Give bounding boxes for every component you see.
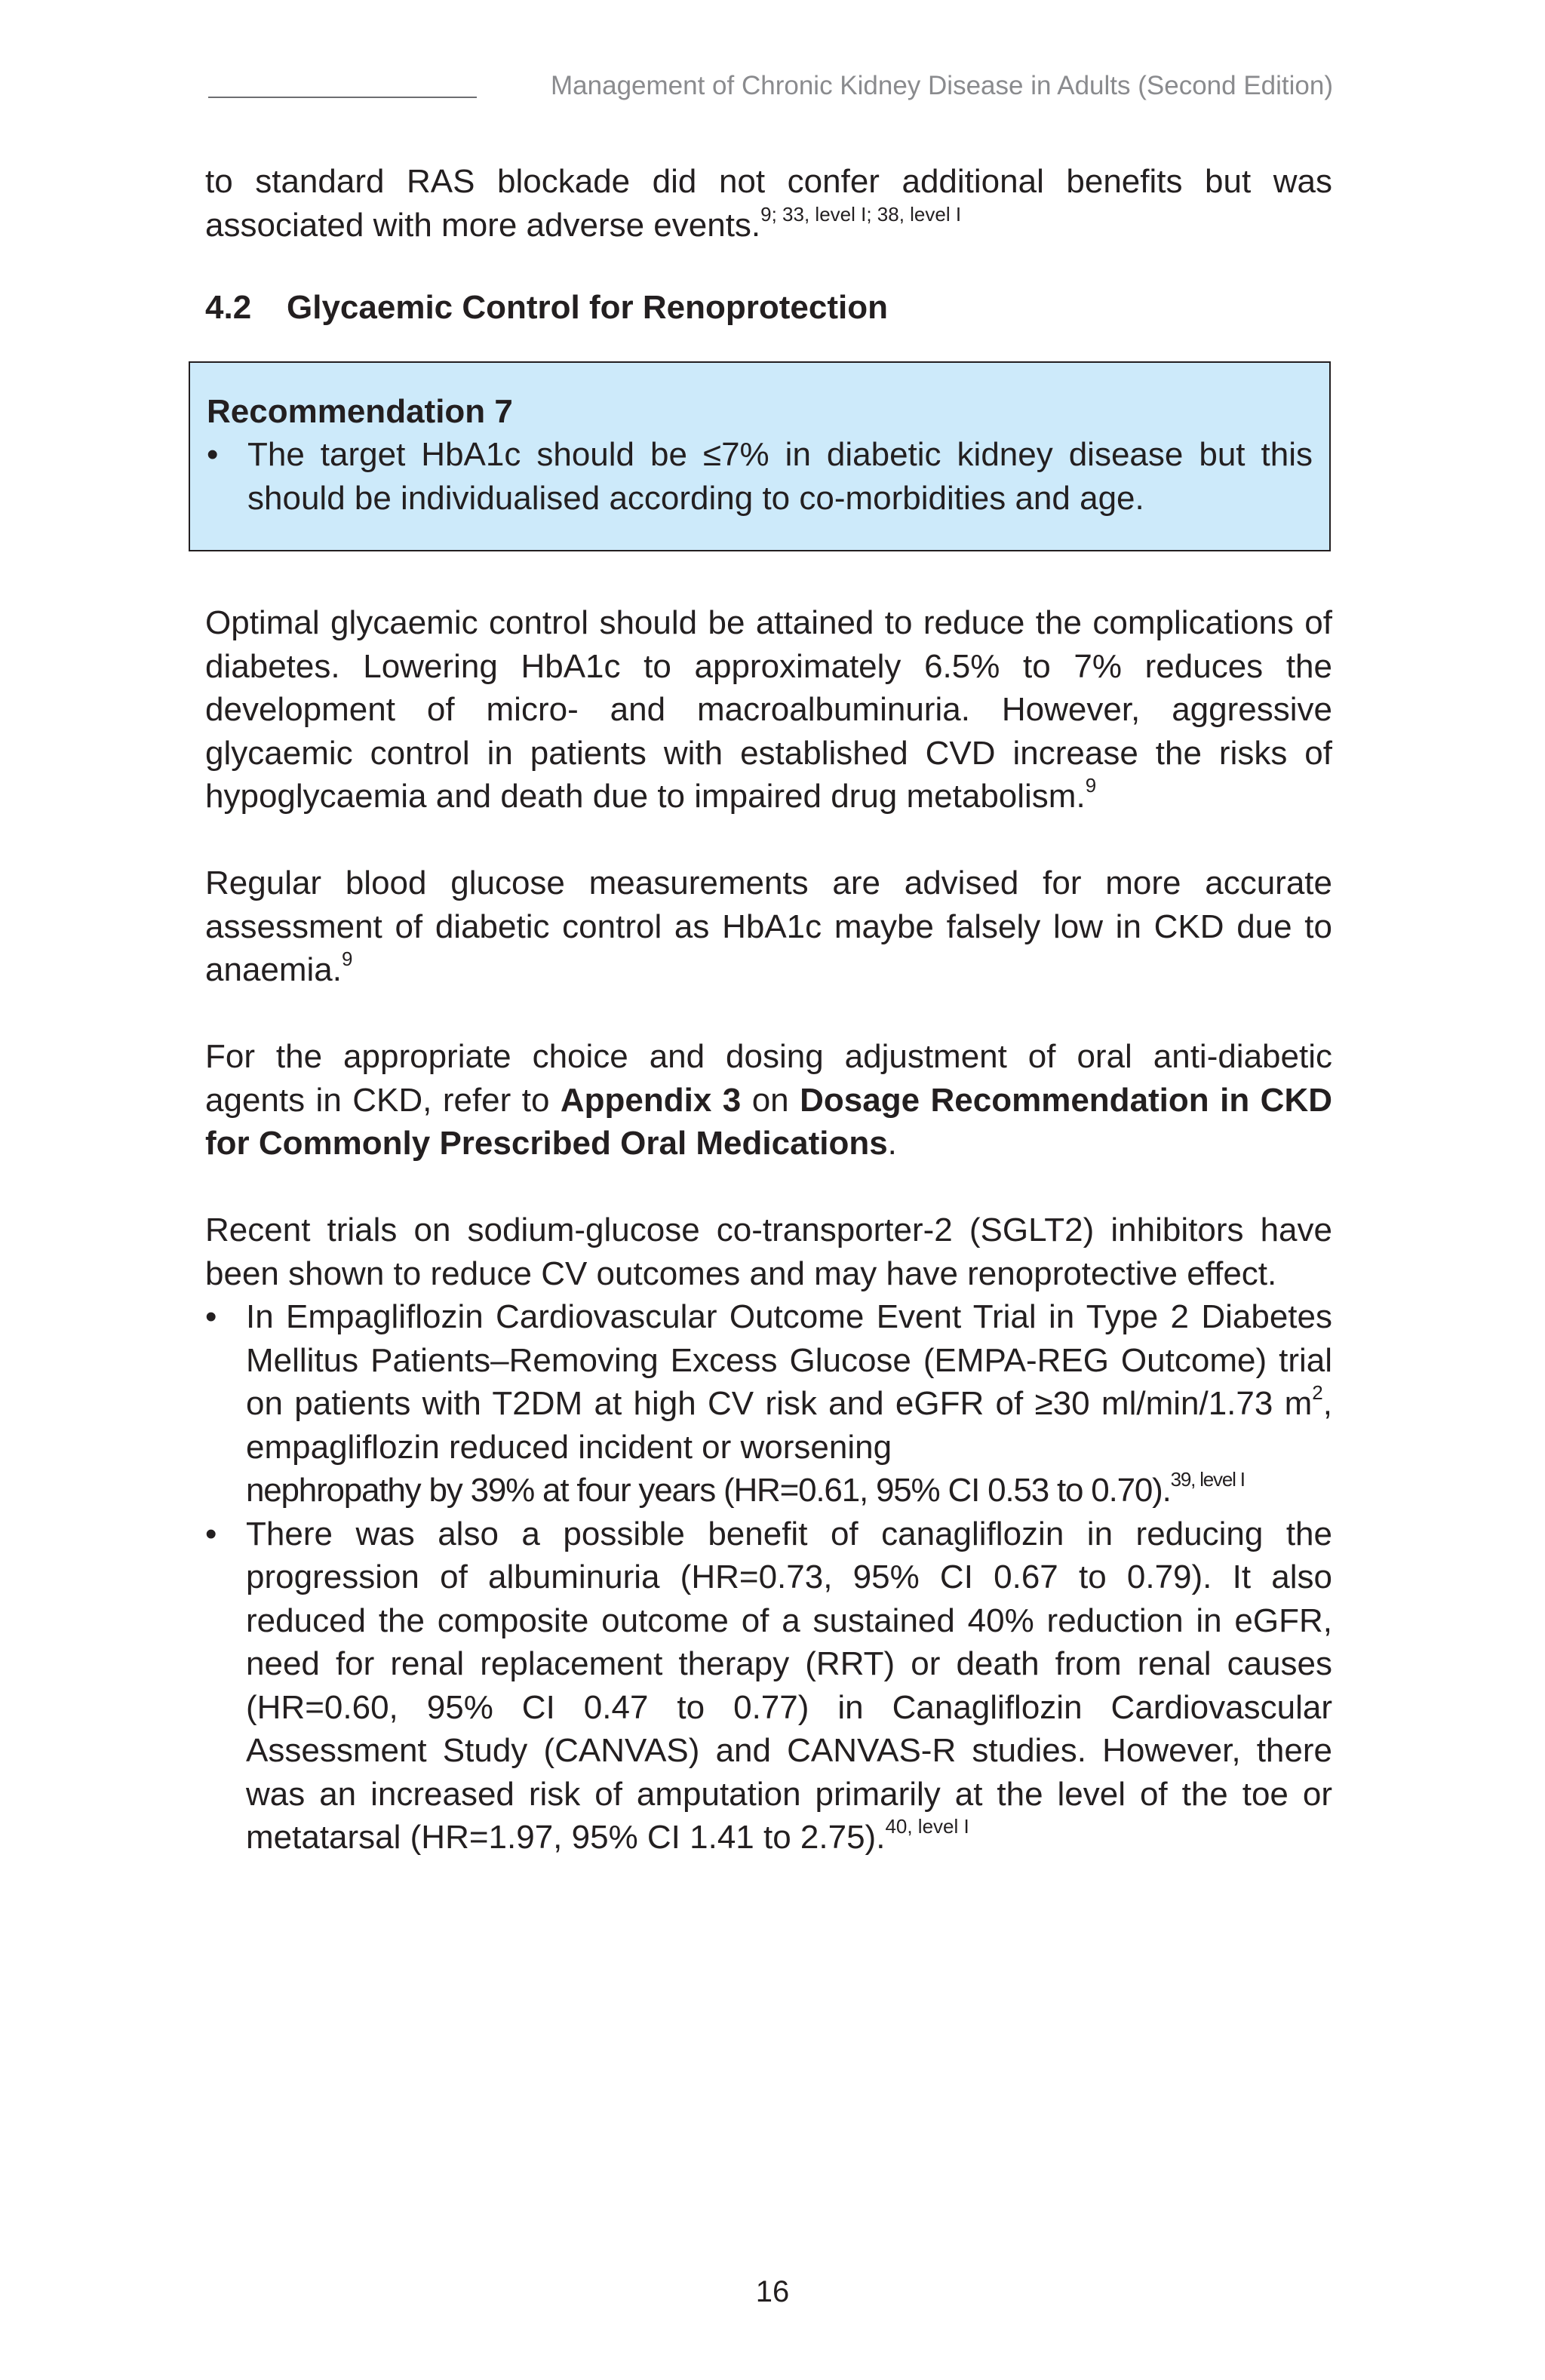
paragraph-gap [205, 992, 1332, 1036]
recommendation-text: The target HbA1c should be ≤7% in diabetic kidney disease but this should be individualised according to co-morbidities and age. [247, 436, 1313, 517]
section-heading [205, 286, 1332, 330]
intro-reference: 9; 33, level I; 38, level I [760, 202, 962, 226]
paragraph-glucose-measurements [205, 861, 1332, 992]
bullet-text: There was also a possible benefit of canagliflozin in reducing the progression of albuminuria (HR=0.73, 95% CI 0.67 to 0.79). It also reduced the composite outcome of a sustained 40% reduction in eGFR, need for renal replacement therapy (RRT) or death from renal causes (HR=0.60, 95% CI 0.47 to 0.77) in Canagliflozin Cardiovascular Assessment Study (CANVAS) and CANVAS-R studies. However, there was an increased risk of amputation primarily at the level of the toe or metatarsal (HR=1.97, 95% CI 1.41 to 2.75). [246, 1515, 1332, 1856]
paragraph-appendix-reference [205, 1035, 1332, 1165]
header-rule [208, 97, 477, 98]
paragraph-text: on [741, 1081, 800, 1119]
reference: 40, level I [885, 1815, 969, 1838]
bullet-text: In Empagliflozin Cardiovascular Outcome Event Trial in Type 2 Diabetes Mellitus Patients–Removing Excess Glucose (EMPA-REG Outcome) trial on patients with T2DM at high CV risk and eGFR of ≥30 ml/min/1.73 m [246, 1298, 1332, 1422]
superscript: 2 [1312, 1381, 1323, 1404]
reference: 9 [1085, 774, 1097, 797]
paragraph-text: Recent trials on sodium-glucose co-transporter-2 (SGLT2) inhibitors have been shown to reduce CV outcomes and may have renoprotective effect. [205, 1211, 1332, 1292]
recommendation-bullet [207, 433, 1313, 520]
bullet-canagliflozin [205, 1512, 1332, 1859]
section-title: Glycaemic Control for Renoprotection [287, 289, 888, 326]
intro-paragraph [205, 160, 1332, 247]
bullet-symbol: • [205, 1298, 217, 1335]
paragraph-text: Regular blood glucose measurements are advised for more accurate assessment of diabetic control as HbA1c maybe falsely low in CKD due to anaemia. [205, 864, 1332, 988]
page-content [205, 160, 1332, 1859]
appendix-title-text: Dosage Recommendation in CKD for Commonly Prescribed Oral Medications [205, 1081, 1332, 1162]
recommendation-box [189, 361, 1331, 552]
section-number: 4.2 [205, 289, 252, 326]
paragraph-text: For the appropriate choice and dosing adjustment of oral anti-diabetic agents in CKD, refer to [205, 1038, 1332, 1119]
paragraph-gap [205, 1165, 1332, 1209]
paragraph-text: Optimal glycaemic control should be attained to reduce the complications of diabetes. Lowering HbA1c to approximately 6.5% to 7% reduces the development of micro- and macroalbuminuria. However, aggressive glycaemic control in patients with established CVD increase the risks of hypoglycaemia and death due to impaired drug metabolism. [205, 604, 1332, 815]
bullet-symbol: • [207, 436, 219, 473]
appendix-link-text: Appendix 3 [560, 1081, 742, 1119]
paragraph-text: . [887, 1125, 897, 1162]
page-number: 16 [755, 2275, 790, 2308]
reference: 9 [342, 947, 353, 970]
bullet-text-line [246, 1469, 1332, 1512]
recommendation-title: Recommendation 7 [207, 392, 513, 430]
paragraph-sglt2 [205, 1208, 1332, 1295]
paragraph-glycaemic-control [205, 601, 1332, 818]
bullet-text: , empagliflozin reduced incident or worsening [246, 1385, 1332, 1466]
bullet-symbol: • [205, 1515, 217, 1552]
bullet-text: nephropathy by 39% at four years (HR=0.61, 95% CI 0.53 to 0.70). [246, 1472, 1171, 1509]
bullet-empagliflozin [205, 1295, 1332, 1512]
paragraph-gap [205, 818, 1332, 862]
running-header: Management of Chronic Kidney Disease in Adults (Second Edition) [551, 71, 1333, 100]
reference: 39, level I [1170, 1468, 1245, 1491]
intro-text: to standard RAS blockade did not confer additional benefits but was associated with more adverse events. [205, 163, 1332, 244]
